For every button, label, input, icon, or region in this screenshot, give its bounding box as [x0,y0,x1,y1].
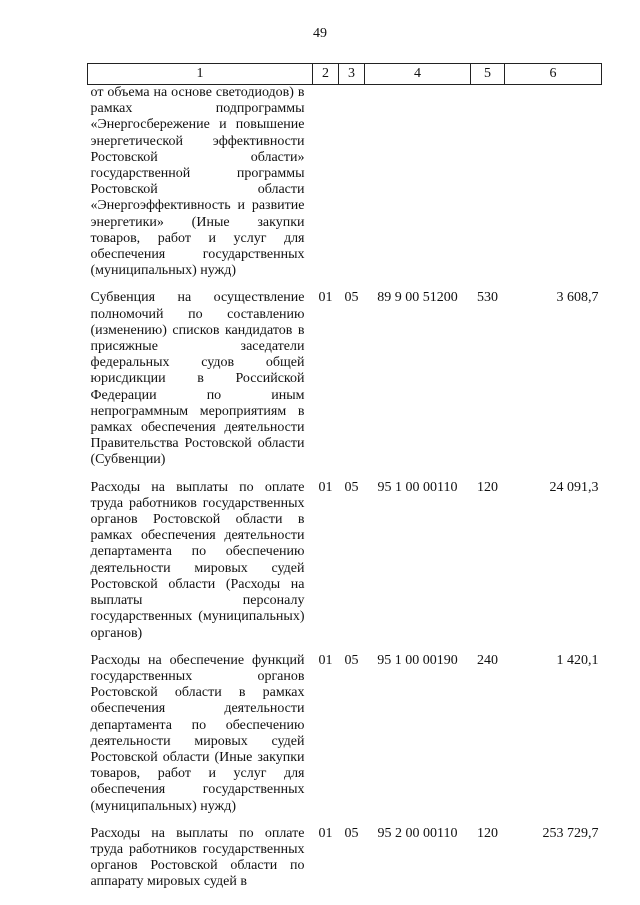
row-section-code: 01 [318,290,333,306]
row-description: Субвенция на осуществление полномочий по составлению (изменению) списков кандидатов в присяжные заседатели федеральных судов общей юрисдикции в Российской Федерации по иным непрограммным мероприятиям в рамках обеспечения деятельности Правительства Ростовской области (Субвенции) [90,290,305,468]
header-row [88,64,602,85]
row-expense-type: 120 [477,825,498,841]
row-expense-type [471,85,505,290]
row-expense-type: 530 [477,290,498,306]
table-row [88,479,602,652]
table-row [88,289,602,478]
row-description: Расходы на выплаты по оплате труда работников государственных органов Ростовской области по аппарату мировых судей в [90,825,305,890]
table-header [88,64,602,85]
row-amount: 253 729,7 [542,825,599,841]
table-body [88,85,602,901]
row-description: от объема на основе светодиодов) в рамках подпрограммы «Энергосбережение и повышение энергетической эффективности Ростовской области» государственной программы Ростовской области «Энергоэффективность и развитие энергетики» (Иные закупки товаров, работ и услуг для обеспечения государственных (муниципальных) нужд) [90,85,305,279]
table-row [88,85,602,290]
row-expense-type: 240 [477,652,498,668]
row-amount: 24 091,3 [549,479,599,495]
row-target-article: 89 9 00 51200 [377,290,458,306]
row-target-article: 95 1 00 00110 [377,479,458,495]
row-subsection-code: 05 [344,290,359,306]
row-subsection-code: 05 [344,825,359,841]
row-amount [505,85,602,290]
row-expense-type: 120 [477,479,498,495]
row-section-code: 01 [318,825,333,841]
page-number: 49 [313,26,327,41]
table-row [88,652,602,825]
row-subsection-code [339,85,365,290]
row-amount: 3 608,7 [556,290,599,306]
row-subsection-code: 05 [344,479,359,495]
row-amount: 1 420,1 [556,652,599,668]
budget-table [87,63,602,901]
row-target-article: 95 2 00 00110 [377,825,458,841]
row-description: Расходы на обеспечение функций государственных органов Ростовской области в рамках обеспечения деятельности департамента по обеспечению деятельности мировых судей Ростовской области (Иные закупки товаров, работ и услуг для обеспечения государственных (муниципальных) нужд) [90,652,305,814]
table-row [88,825,602,901]
column-header-4: 4 [365,64,471,85]
row-description: Расходы на выплаты по оплате труда работников государственных органов Ростовской области в рамках обеспечения деятельности департамента по обеспечению деятельности мировых судей Ростовской области (Расходы на выплаты персоналу государственных (муниципальных) органов) [90,479,305,641]
row-target-article: 95 1 00 00190 [377,652,458,668]
row-section-code: 01 [318,652,333,668]
row-subsection-code: 05 [344,652,359,668]
column-header-2: 2 [313,64,339,85]
column-header-3: 3 [339,64,365,85]
row-section-code [313,85,339,290]
row-section-code: 01 [318,479,333,495]
column-header-6: 6 [505,64,602,85]
column-header-5: 5 [471,64,505,85]
column-header-1: 1 [88,64,313,85]
row-target-article [365,85,471,290]
